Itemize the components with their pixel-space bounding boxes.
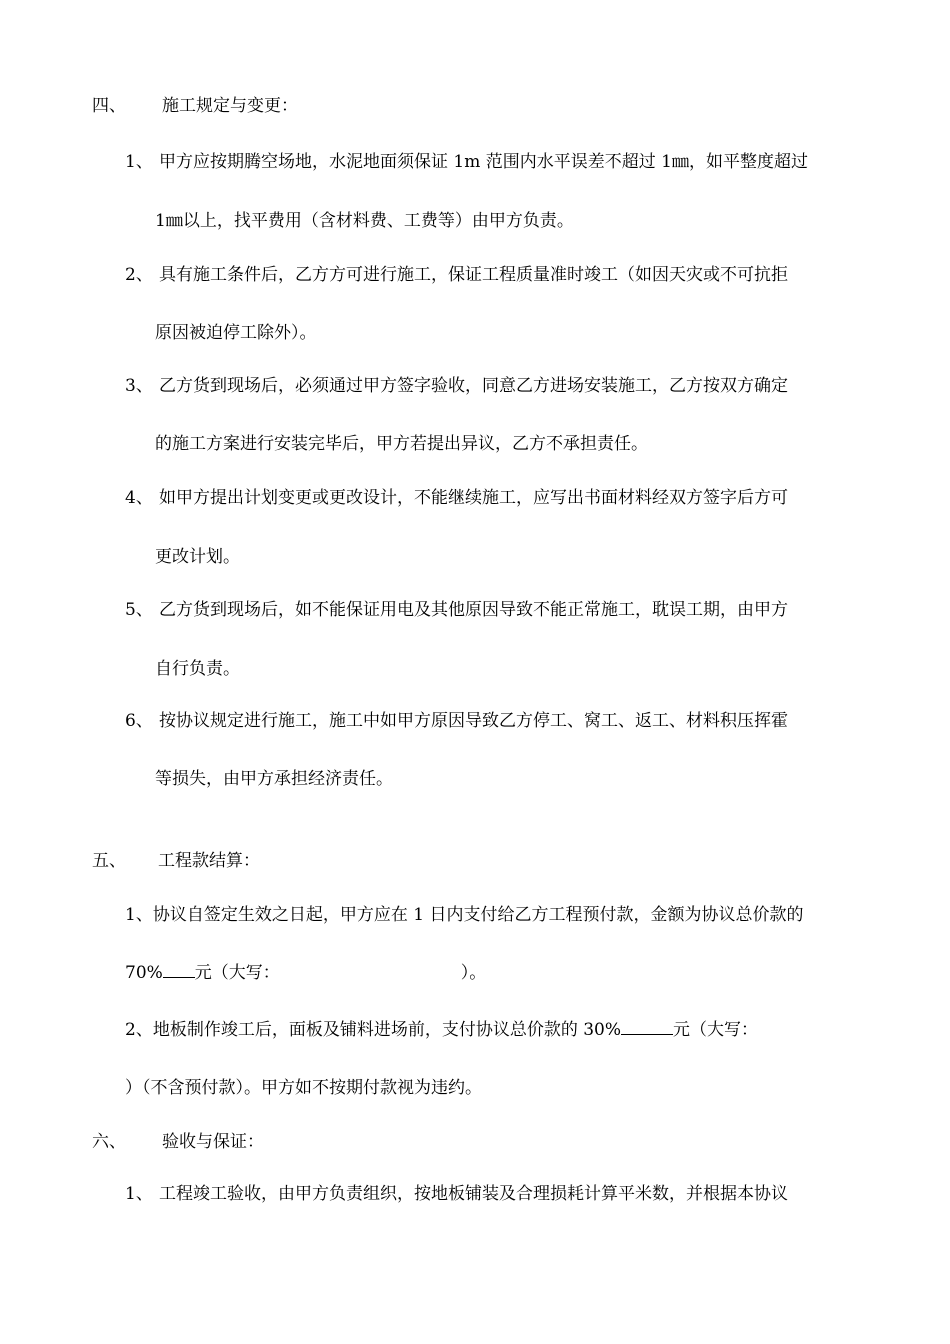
amount-blank <box>163 961 195 978</box>
item-continuation: 等损失，由甲方承担经济责任。 <box>155 769 393 789</box>
section-title: 施工规定与变更： <box>162 96 298 116</box>
section-title: 验收与保证： <box>162 1132 264 1152</box>
list-item <box>125 709 788 733</box>
payment-paragraph-2-cont: ）（不含预付款）。甲方如不按期付款视为违约。 <box>125 1078 482 1098</box>
item-text: 甲方应按期腾空场地，水泥地面须保证 1m 范围内水平误差不超过 1㎜，如平整度超过 <box>159 152 808 172</box>
percent-text: 70% <box>125 963 163 983</box>
item-text: 乙方货到现场后，如不能保证用电及其他原因导致不能正常施工，耽误工期，由甲方 <box>159 600 788 620</box>
payment-paragraph-1: 1、协议自签定生效之日起，甲方应在 1 日内支付给乙方工程预付款，金额为协议总价款的 <box>125 905 804 925</box>
item-continuation: 更改计划。 <box>155 547 240 567</box>
item-number: 4、 <box>125 488 153 508</box>
item-continuation: 原因被迫停工除外）。 <box>155 323 317 343</box>
item-text: 如甲方提出计划变更或更改设计，不能继续施工，应写出书面材料经双方签字后方可 <box>159 488 788 508</box>
list-item <box>125 598 788 622</box>
item-continuation: 1㎜以上，找平费用（含材料费、工费等）由甲方负责。 <box>155 211 574 231</box>
item-number: 1、 <box>125 1184 153 1204</box>
item-text: 按协议规定进行施工，施工中如甲方原因导致乙方停工、窝工、返工、材料积压挥霍 <box>159 711 788 731</box>
section-heading-6 <box>92 1130 264 1154</box>
item-number: 6、 <box>125 711 153 731</box>
payment-text: 2、地板制作竣工后，面板及铺料进场前，支付协议总价款的 30% <box>125 1020 622 1040</box>
list-item <box>125 374 788 398</box>
item-continuation: 自行负责。 <box>155 659 240 679</box>
section-heading-4 <box>92 94 298 118</box>
item-continuation: 的施工方案进行安装完毕后，甲方若提出异议，乙方不承担责任。 <box>155 434 648 454</box>
section-number: 六、 <box>92 1132 126 1152</box>
yuan-text: 元（大写： <box>194 963 280 983</box>
item-text: 乙方货到现场后，必须通过甲方签字验收，同意乙方进场安装施工，乙方按双方确定 <box>159 376 788 396</box>
item-text: 工程竣工验收，由甲方负责组织，按地板铺装及合理损耗计算平米数，并根据本协议 <box>159 1184 788 1204</box>
item-number: 1、 <box>125 152 153 172</box>
section-heading-5 <box>92 849 260 873</box>
list-item <box>125 1182 788 1206</box>
payment-paragraph-2 <box>125 1018 758 1042</box>
section-title: 工程款结算： <box>158 851 260 871</box>
payment-paragraph-1-cont <box>125 961 486 985</box>
amount-blank <box>621 1018 673 1035</box>
list-item <box>125 486 788 510</box>
item-number: 2、 <box>125 265 153 285</box>
section-number: 五、 <box>92 851 126 871</box>
item-number: 3、 <box>125 376 153 396</box>
list-item <box>125 263 788 287</box>
section-number: 四、 <box>92 96 126 116</box>
yuan-text: 元（大写： <box>673 1020 759 1040</box>
item-text: 具有施工条件后，乙方方可进行施工，保证工程质量准时竣工（如因天灾或不可抗拒 <box>159 265 788 285</box>
list-item <box>125 150 808 174</box>
close-paren-text: ）。 <box>460 963 487 983</box>
item-number: 5、 <box>125 600 153 620</box>
